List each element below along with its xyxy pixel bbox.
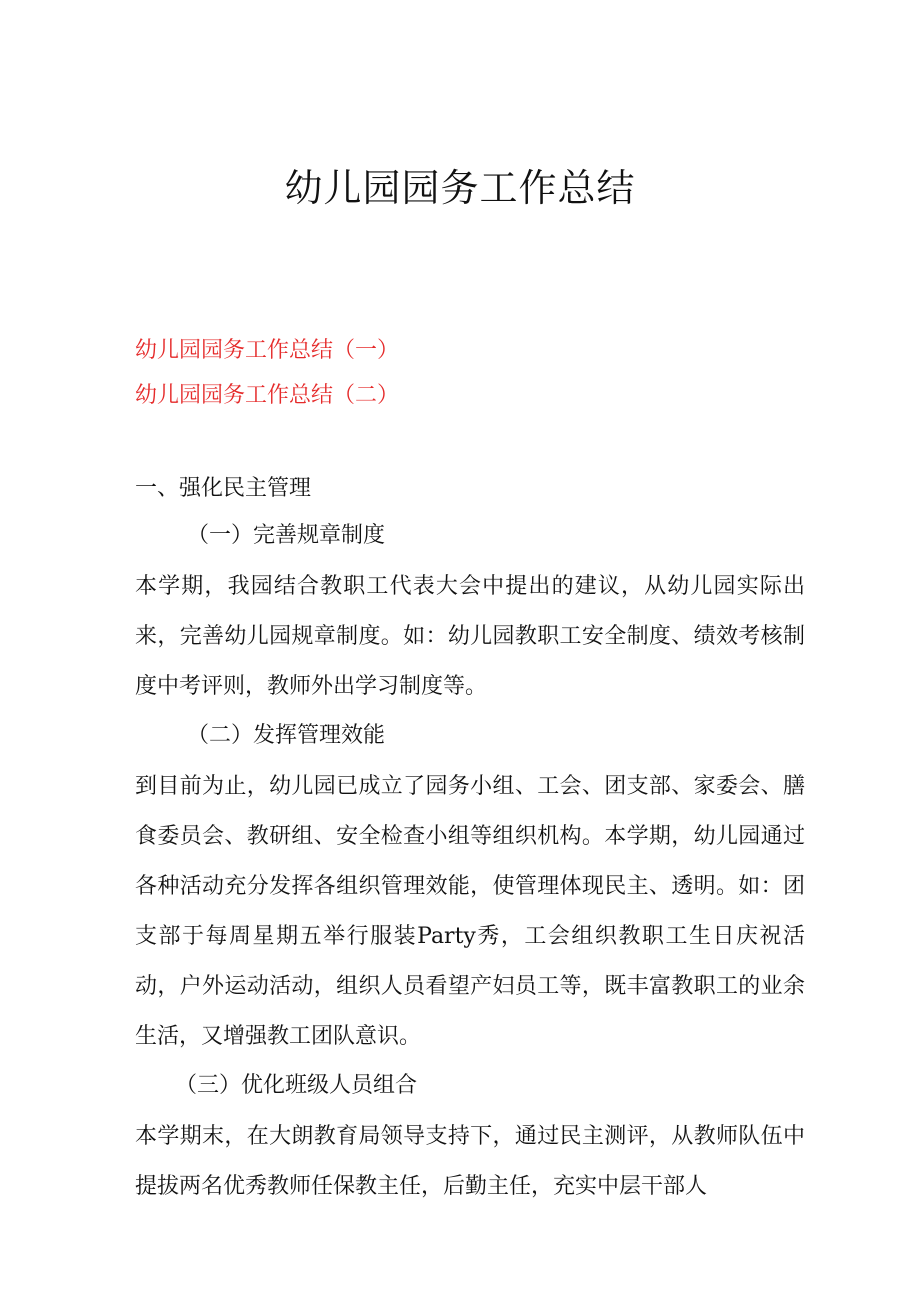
subsection-heading-1: （一）完善规章制度: [187, 523, 386, 548]
paragraph-3: 本学期末，在大朗教育局领导支持下，通过民主测评，从教师队伍中提拔两名优秀教师任保教主任，后勤主任，充实中层干部人: [135, 1124, 805, 1199]
table-of-contents: [135, 328, 399, 418]
document-title: 幼儿园园务工作总结: [284, 166, 636, 210]
subsection-heading-3: （三）优化班级人员组合: [175, 1073, 418, 1098]
toc-link-part-1[interactable]: 幼儿园园务工作总结（一）: [135, 338, 400, 363]
document-body: [135, 467, 805, 1214]
subsection-heading-2: （二）发挥管理效能: [187, 723, 386, 748]
section-heading-1: 一、强化民主管理: [135, 476, 312, 501]
toc-link-part-2[interactable]: 幼儿园园务工作总结（二）: [135, 383, 400, 408]
paragraph-1: 本学期，我园结合教职工代表大会中提出的建议，从幼儿园实际出来，完善幼儿园规章制度。如：幼儿园教职工安全制度、绩效考核制度中考评则，教师外出学习制度等。: [135, 574, 805, 699]
paragraph-2: 到目前为止，幼儿园已成立了园务小组、工会、团支部、家委会、膳食委员会、教研组、安全检查小组等组织机构。本学期，幼儿园通过各种活动充分发挥各组织管理效能，使管理体现民主、透明。如：团支部于每周星期五举行服装Party秀，工会组织教职工生日庆祝活动，户外运动活动，组织人员看望产妇员工等，既丰富教职工的业余生活，又增强教工团队意识。: [135, 774, 805, 1049]
